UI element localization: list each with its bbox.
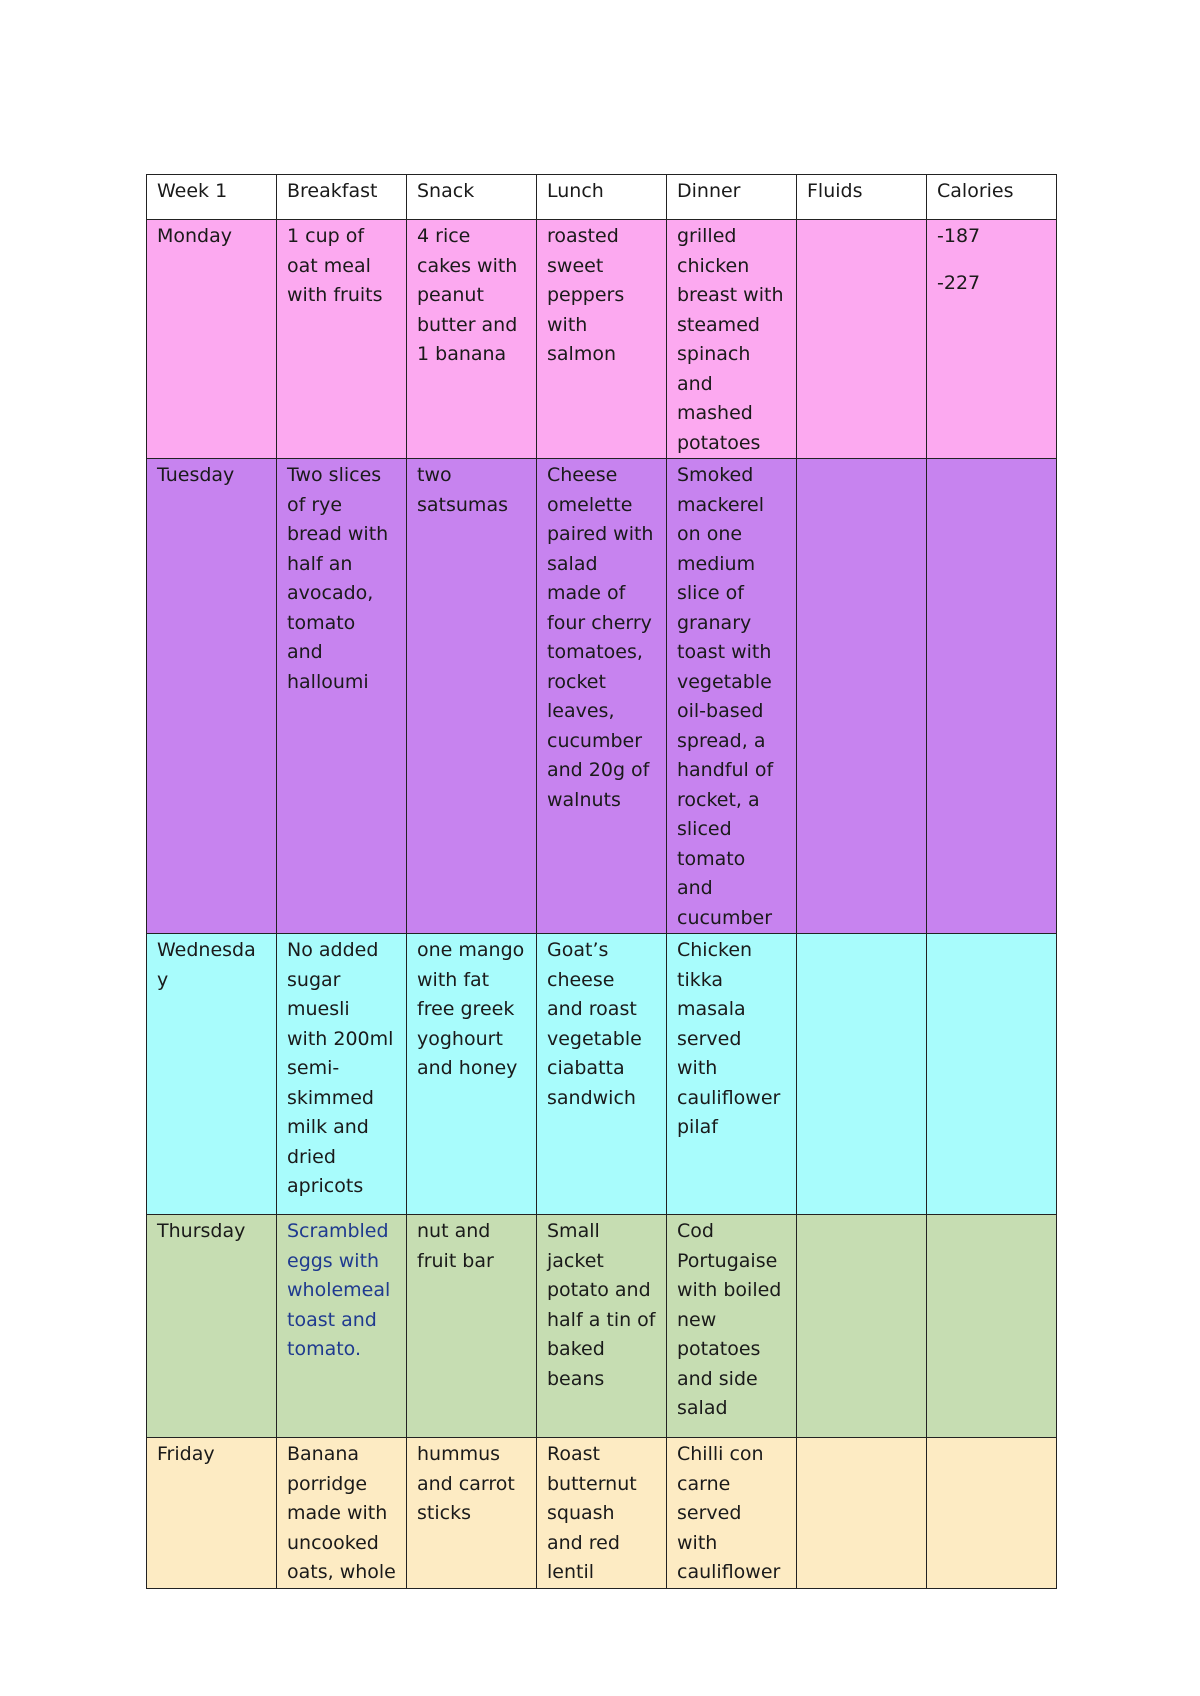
header-fluids: Fluids [797, 175, 927, 220]
dinner-cell: Chicken tikka masala served with cauliflower pilaf [667, 934, 797, 1215]
table-row-friday [147, 1438, 1057, 1589]
table-row-thursday [147, 1215, 1057, 1438]
lunch-cell: roasted sweet peppers with salmon [537, 220, 667, 459]
dinner-cell: grilled chicken breast with steamed spinach and mashed potatoes [667, 220, 797, 459]
breakfast-cell: Two slices of rye bread with half an avocado, tomato and halloumi [277, 459, 407, 934]
calories-cell [927, 459, 1057, 934]
lunch-cell: Roast butternut squash and red lentil [537, 1438, 667, 1589]
header-dinner: Dinner [667, 175, 797, 220]
fluids-cell [797, 220, 927, 459]
day-cell: Monday [147, 220, 277, 459]
dinner-cell: Chilli con carne served with cauliflower [667, 1438, 797, 1589]
breakfast-cell: 1 cup of oat meal with fruits [277, 220, 407, 459]
meal-plan-table [146, 174, 1057, 1589]
header-week: Week 1 [147, 175, 277, 220]
breakfast-cell: Banana porridge made with uncooked oats, whole [277, 1438, 407, 1589]
breakfast-cell: No added sugar muesli with 200ml semi-skimmed milk and dried apricots [277, 934, 407, 1215]
day-cell: Tuesday [147, 459, 277, 934]
snack-cell: nut and fruit bar [407, 1215, 537, 1438]
header-lunch: Lunch [537, 175, 667, 220]
table-row-monday [147, 220, 1057, 459]
calories-cell [927, 1215, 1057, 1438]
table-row-wednesday [147, 934, 1057, 1215]
day-cell: Friday [147, 1438, 277, 1589]
day-cell: Thursday [147, 1215, 277, 1438]
header-row [147, 175, 1057, 220]
calories-cell [927, 1438, 1057, 1589]
fluids-cell [797, 1438, 927, 1589]
lunch-cell: Small jacket potato and half a tin of baked beans [537, 1215, 667, 1438]
fluids-cell [797, 934, 927, 1215]
calories-cell [927, 220, 1057, 459]
day-cell: Wednesday [147, 934, 277, 1215]
snack-cell: two satsumas [407, 459, 537, 934]
breakfast-cell: Scrambled eggs with wholemeal toast and tomato. [277, 1215, 407, 1438]
header-snack: Snack [407, 175, 537, 220]
snack-cell: hummus and carrot sticks [407, 1438, 537, 1589]
fluids-cell [797, 1215, 927, 1438]
header-breakfast: Breakfast [277, 175, 407, 220]
calories-value: -227 [937, 271, 981, 294]
lunch-cell: Goat’s cheese and roast vegetable ciabatta sandwich [537, 934, 667, 1215]
snack-cell: one mango with fat free greek yoghourt and honey [407, 934, 537, 1215]
dinner-cell: Cod Portugaise with boiled new potatoes and side salad [667, 1215, 797, 1438]
fluids-cell [797, 459, 927, 934]
calories-value: -187 [937, 225, 981, 247]
dinner-cell: Smoked mackerel on one medium slice of granary toast with vegetable oil-based spread, a handful of rocket, a sliced tomato and cucumber [667, 459, 797, 934]
header-calories: Calories [927, 175, 1057, 220]
table-row-tuesday [147, 459, 1057, 934]
lunch-cell: Cheese omelette paired with salad made of four cherry tomatoes, rocket leaves, cucumber and 20g of walnuts [537, 459, 667, 934]
calories-cell [927, 934, 1057, 1215]
snack-cell: 4 rice cakes with peanut butter and 1 banana [407, 220, 537, 459]
